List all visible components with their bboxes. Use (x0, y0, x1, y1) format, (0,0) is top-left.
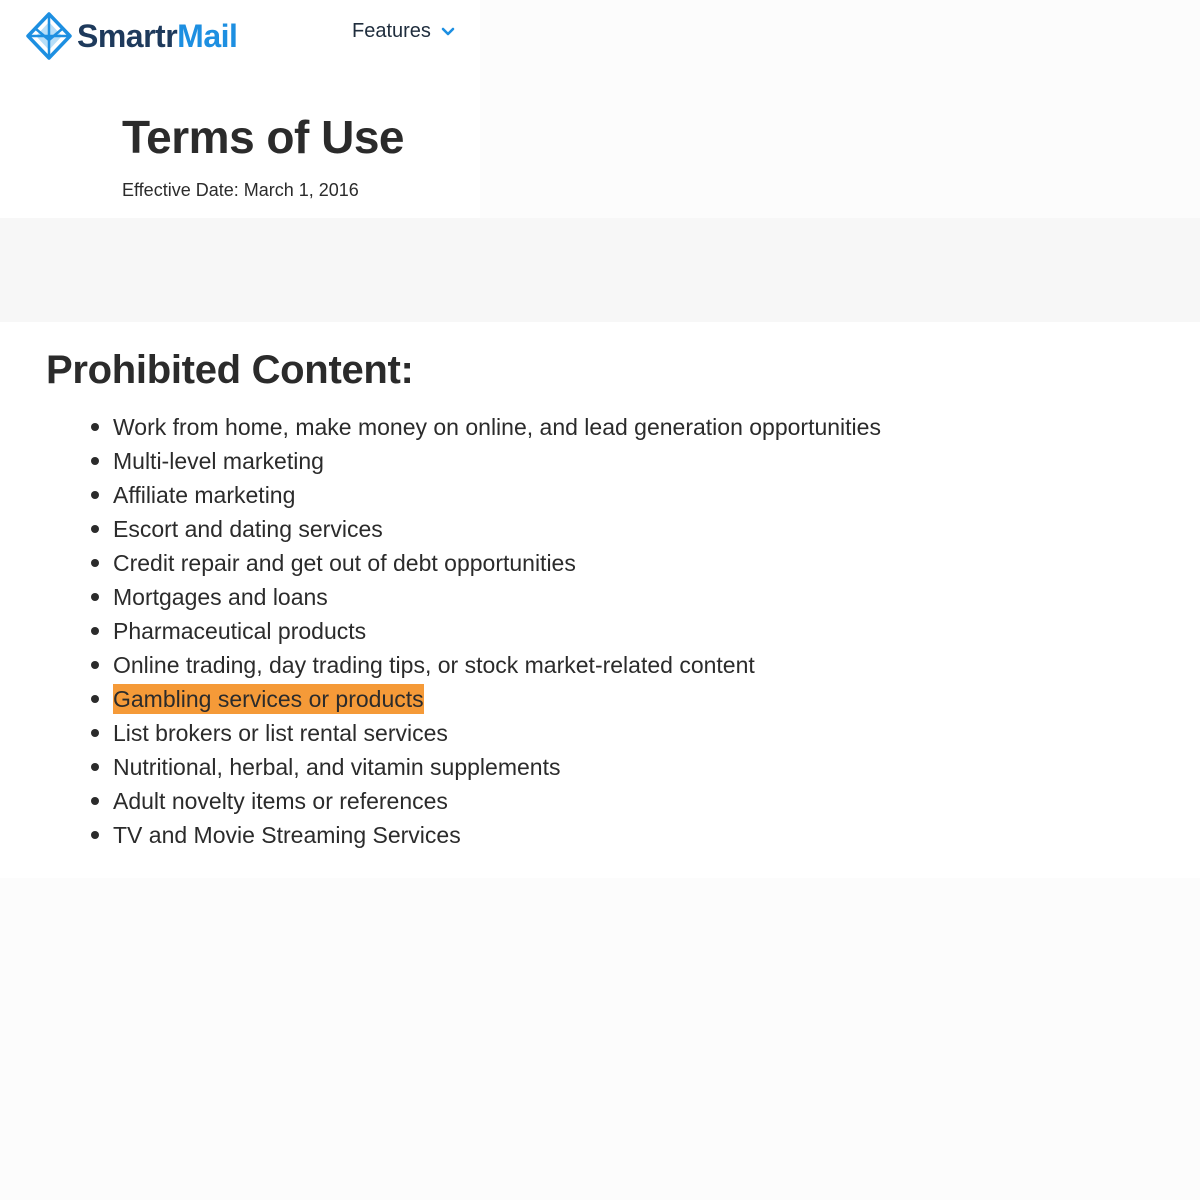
bullet-icon (91, 457, 99, 465)
section-divider-band (0, 218, 1200, 322)
features-menu-label: Features (352, 20, 431, 42)
bullet-icon (91, 763, 99, 771)
list-item-text: Pharmaceutical products (113, 618, 367, 644)
page-title: Terms of Use (122, 111, 405, 163)
bullet-icon (91, 593, 99, 601)
bullet-icon (91, 627, 99, 635)
highlighted-item-text: Gambling services or products (113, 686, 424, 712)
brand-name-part2: Mail (177, 18, 238, 54)
list-item-text: Affiliate marketing (113, 482, 296, 508)
list-item-text: TV and Movie Streaming Services (113, 822, 461, 848)
bullet-icon (91, 491, 99, 499)
list-item-text: List brokers or list rental services (113, 720, 448, 746)
bullet-icon (91, 525, 99, 533)
effective-date: Effective Date: March 1, 2016 (122, 180, 359, 200)
list-item-text: Work from home, make money on online, and lead generation opportunities (113, 414, 881, 440)
bullet-icon (91, 797, 99, 805)
features-menu[interactable] (352, 20, 455, 43)
bullet-icon (91, 661, 99, 669)
list-item-text: Adult novelty items or references (113, 788, 448, 814)
section-heading: Prohibited Content: (46, 348, 414, 392)
logo-link[interactable] (26, 12, 237, 60)
list-item-text: Credit repair and get out of debt opportunities (113, 550, 576, 576)
list-item-text: Escort and dating services (113, 516, 383, 542)
list-item-text: Nutritional, herbal, and vitamin supplements (113, 754, 561, 780)
bullet-icon (91, 729, 99, 737)
brand-name-part1: Smartr (77, 18, 178, 54)
brand-name (77, 20, 237, 52)
bullet-icon (91, 831, 99, 839)
chevron-down-icon (431, 20, 455, 43)
list-item-text: Mortgages and loans (113, 584, 328, 610)
list-item-text: Online trading, day trading tips, or stock market-related content (113, 652, 755, 678)
bullet-icon (91, 423, 99, 431)
bullet-icon (91, 559, 99, 567)
list-item-text: Multi-level marketing (113, 448, 324, 474)
diamond-mail-icon (26, 12, 72, 60)
bullet-icon (91, 695, 99, 703)
